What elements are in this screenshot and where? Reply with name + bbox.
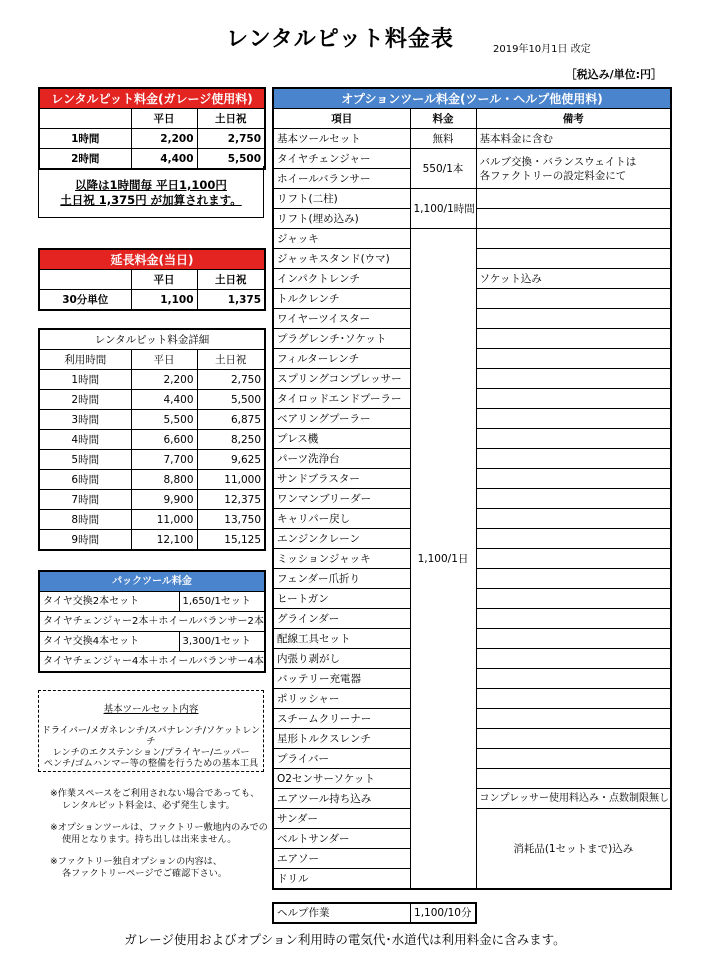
option-remark [476, 309, 671, 329]
option-item: トルクレンチ [273, 289, 410, 309]
option-item: パーツ洗浄台 [273, 449, 410, 469]
options-col-remarks: 備考 [476, 109, 671, 129]
option-item: ミッションジャッキ [273, 549, 410, 569]
option-item: フィルターレンチ [273, 349, 410, 369]
option-remark [476, 629, 671, 649]
extension-unit: 30分単位 [39, 290, 131, 311]
pack-label: タイヤ交換4本セット [39, 632, 179, 652]
detail-time: 5時間 [39, 450, 131, 470]
option-item: 内張り剥がし [273, 649, 410, 669]
rental-corner [39, 109, 131, 129]
rental-col-weekday: 平日 [131, 109, 197, 129]
option-remark [476, 669, 671, 689]
option-price: 550/1本 [410, 149, 476, 189]
detail-time: 9時間 [39, 530, 131, 551]
option-remark: 消耗品(1セットまで)込み [476, 809, 671, 890]
option-item: リフト(二柱) [273, 189, 410, 209]
detail-holiday-price: 15,125 [197, 530, 265, 551]
basic-set-heading: 基本ツールセット内容 [103, 704, 199, 715]
rental-note [38, 166, 264, 218]
table-row [39, 450, 265, 470]
detail-weekday-price: 11,000 [131, 510, 197, 530]
unit-note: ［税込み/単位:円］ [565, 68, 662, 81]
rental-time: 2時間 [39, 149, 131, 170]
table-row [39, 632, 265, 652]
basic-set-line: ペンチ/ゴムハンマー等の整備を行うための基本工具 [43, 758, 259, 769]
detail-holiday-price: 9,625 [197, 450, 265, 470]
rental-time: 1時間 [39, 129, 131, 149]
pack-price: 1,650/1セット [179, 592, 265, 612]
option-item: スプリングコンプレッサー [273, 369, 410, 389]
rental-header: レンタルピット料金(ガレージ使用料) [39, 88, 265, 109]
note [50, 856, 270, 880]
note-line: ※作業スペースをご利用されない場合であっても、 [50, 788, 260, 799]
options-col-item: 項目 [273, 109, 410, 129]
detail-time: 3時間 [39, 410, 131, 430]
option-price: 1,100/1日 [410, 229, 476, 890]
pack-label: タイヤチェンジャー2本＋ホイールバランサー2本 [39, 612, 265, 632]
revised-date: 2019年10月1日 改定 [493, 44, 591, 55]
option-remark [476, 509, 671, 529]
detail-weekday-price: 12,100 [131, 530, 197, 551]
option-item: プレス機 [273, 429, 410, 449]
option-remark [476, 189, 671, 209]
extension-holiday-price: 1,375 [197, 290, 265, 311]
option-item: バッテリー充電器 [273, 669, 410, 689]
basic-set-line: ドライバー/メガネレンチ/スパナレンチ/ソケットレンチ [41, 725, 261, 747]
option-item: サンドブラスター [273, 469, 410, 489]
note-line: 各ファクトリーページでご確認下さい。 [62, 868, 228, 879]
extension-weekday-price: 1,100 [131, 290, 197, 311]
option-item: ヒートガン [273, 589, 410, 609]
note-line: ※オプションツールは、ファクトリー敷地内のみでの [50, 822, 268, 833]
option-remark [476, 149, 671, 189]
rental-weekday-price: 4,400 [131, 149, 197, 170]
table-row [273, 229, 671, 249]
basic-set-line: レンチのエクステンション/プライヤー/ニッパー [52, 747, 250, 758]
option-item: ホイールバランサー [273, 169, 410, 189]
option-remark [476, 389, 671, 409]
table-row [39, 470, 265, 490]
option-item: ポリッシャー [273, 689, 410, 709]
extension-col-holiday: 土日祝 [197, 270, 265, 290]
option-item: サンダー [273, 809, 410, 829]
table-row [39, 652, 265, 673]
pack-price: 3,300/1セット [179, 632, 265, 652]
table-row [39, 290, 265, 311]
option-remark [476, 229, 671, 249]
help-price: 1,100/10分 [410, 903, 476, 923]
note-line: 使用となります。持ち出しは出来ません。 [62, 834, 237, 845]
table-row [39, 612, 265, 632]
option-remark: ソケット込み [476, 269, 671, 289]
option-item: フェンダー爪折り [273, 569, 410, 589]
pack-label: タイヤチェンジャー4本＋ホイールバランサー4本 [39, 652, 265, 673]
option-remark [476, 529, 671, 549]
option-item: 星形トルクスレンチ [273, 729, 410, 749]
table-row [39, 410, 265, 430]
detail-holiday-price: 5,500 [197, 390, 265, 410]
option-price: 無料 [410, 129, 476, 149]
table-row [39, 430, 265, 450]
option-remark-line: バルブ交換・バランスウェイトは [479, 155, 637, 168]
detail-time: 6時間 [39, 470, 131, 490]
detail-header: レンタルピット料金詳細 [39, 329, 265, 350]
table-row [39, 370, 265, 390]
pack-header: パックツール料金 [39, 571, 265, 592]
detail-holiday-price: 11,000 [197, 470, 265, 490]
option-item: ジャッキ [273, 229, 410, 249]
option-remark [476, 449, 671, 469]
detail-holiday-price: 2,750 [197, 370, 265, 390]
detail-weekday-price: 6,600 [131, 430, 197, 450]
option-remark [476, 589, 671, 609]
help-table [272, 902, 477, 924]
detail-weekday-price: 9,900 [131, 490, 197, 510]
option-item: 配線工具セット [273, 629, 410, 649]
note-line: ※ファクトリー独自オプションの内容は、 [50, 856, 223, 867]
note [50, 822, 270, 846]
detail-weekday-price: 4,400 [131, 390, 197, 410]
option-remark [476, 209, 671, 229]
option-item: キャリパー戻し [273, 509, 410, 529]
rental-note-line2: 土日祝 1,375円 が加算されます。 [60, 193, 242, 207]
option-remark [476, 489, 671, 509]
pack-table [38, 570, 266, 673]
detail-time: 4時間 [39, 430, 131, 450]
basic-set-box [38, 690, 264, 772]
option-item: スチームクリーナー [273, 709, 410, 729]
extension-table [38, 248, 266, 311]
option-item: グラインダー [273, 609, 410, 629]
table-row [39, 490, 265, 510]
detail-weekday-price: 2,200 [131, 370, 197, 390]
rental-weekday-price: 2,200 [131, 129, 197, 149]
table-row [39, 592, 265, 612]
option-remark-line: 各ファクトリーの設定料金にて [479, 169, 627, 182]
rental-note-line1: 以降は1時間毎 平日1,100円 [75, 178, 227, 192]
table-row [273, 129, 671, 149]
detail-time: 2時間 [39, 390, 131, 410]
option-item: 基本ツールセット [273, 129, 410, 149]
extension-corner [39, 270, 131, 290]
detail-holiday-price: 8,250 [197, 430, 265, 450]
option-remark [476, 729, 671, 749]
table-row [273, 903, 476, 923]
detail-time: 8時間 [39, 510, 131, 530]
option-remark [476, 469, 671, 489]
note [50, 788, 270, 812]
option-remark [476, 769, 671, 789]
detail-table [38, 328, 266, 551]
option-remark [476, 569, 671, 589]
options-table [272, 87, 672, 890]
detail-holiday-price: 12,375 [197, 490, 265, 510]
option-remark [476, 649, 671, 669]
detail-weekday-price: 8,800 [131, 470, 197, 490]
option-remark [476, 369, 671, 389]
option-remark [476, 709, 671, 729]
extension-col-weekday: 平日 [131, 270, 197, 290]
option-remark [476, 429, 671, 449]
rental-col-holiday: 土日祝 [197, 109, 265, 129]
detail-holiday-price: 6,875 [197, 410, 265, 430]
page-title: レンタルピット料金表 [226, 27, 454, 52]
option-remark [476, 249, 671, 269]
option-remark [476, 289, 671, 309]
options-header: オプションツール料金(ツール・ヘルプ他使用料) [273, 88, 671, 109]
table-row [39, 510, 265, 530]
option-item: ワイヤーツイスター [273, 309, 410, 329]
rental-holiday-price: 2,750 [197, 129, 265, 149]
option-item: プライバー [273, 749, 410, 769]
option-item: エアツール持ち込み [273, 789, 410, 809]
help-label: ヘルプ作業 [273, 903, 410, 923]
option-remark [476, 609, 671, 629]
note-line: レンタルピット料金は、必ず発生します。 [62, 800, 235, 811]
options-col-price: 料金 [410, 109, 476, 129]
detail-time: 7時間 [39, 490, 131, 510]
option-item: プラグレンチ･ソケット [273, 329, 410, 349]
detail-holiday-price: 13,750 [197, 510, 265, 530]
table-row [273, 149, 671, 169]
pack-label: タイヤ交換2本セット [39, 592, 179, 612]
option-item: O2センサーソケット [273, 769, 410, 789]
option-item: ワンマンブリーダー [273, 489, 410, 509]
option-remark [476, 689, 671, 709]
detail-weekday-price: 7,700 [131, 450, 197, 470]
table-row [273, 189, 671, 209]
detail-weekday-price: 5,500 [131, 410, 197, 430]
detail-col-time: 利用時間 [39, 350, 131, 370]
detail-col-holiday: 土日祝 [197, 350, 265, 370]
table-row [39, 390, 265, 410]
option-remark: 基本料金に含む [476, 129, 671, 149]
option-remark [476, 329, 671, 349]
option-remark [476, 749, 671, 769]
extension-header: 延長料金(当日) [39, 249, 265, 270]
option-remark [476, 549, 671, 569]
option-item: ベルトサンダー [273, 829, 410, 849]
option-item: リフト(埋め込み) [273, 209, 410, 229]
option-remark: コンプレッサー使用料込み・点数制限無し [476, 789, 671, 809]
option-item: ドリル [273, 869, 410, 890]
option-remark [476, 349, 671, 369]
rental-holiday-price: 5,500 [197, 149, 265, 170]
footer-note: ガレージ使用およびオプション利用時の電気代･水道代は利用料金に含みます。 [124, 932, 566, 947]
option-item: エアソー [273, 849, 410, 869]
option-remark [476, 409, 671, 429]
table-row [39, 530, 265, 551]
detail-time: 1時間 [39, 370, 131, 390]
option-price: 1,100/1時間 [410, 189, 476, 229]
option-item: ベアリングプーラー [273, 409, 410, 429]
rental-table [38, 87, 266, 170]
option-item: エンジンクレーン [273, 529, 410, 549]
option-item: インパクトレンチ [273, 269, 410, 289]
option-item: ジャッキスタンド(ウマ) [273, 249, 410, 269]
table-row [39, 129, 265, 149]
detail-col-weekday: 平日 [131, 350, 197, 370]
option-item: タイロッドエンドプーラー [273, 389, 410, 409]
option-item: タイヤチェンジャー [273, 149, 410, 169]
